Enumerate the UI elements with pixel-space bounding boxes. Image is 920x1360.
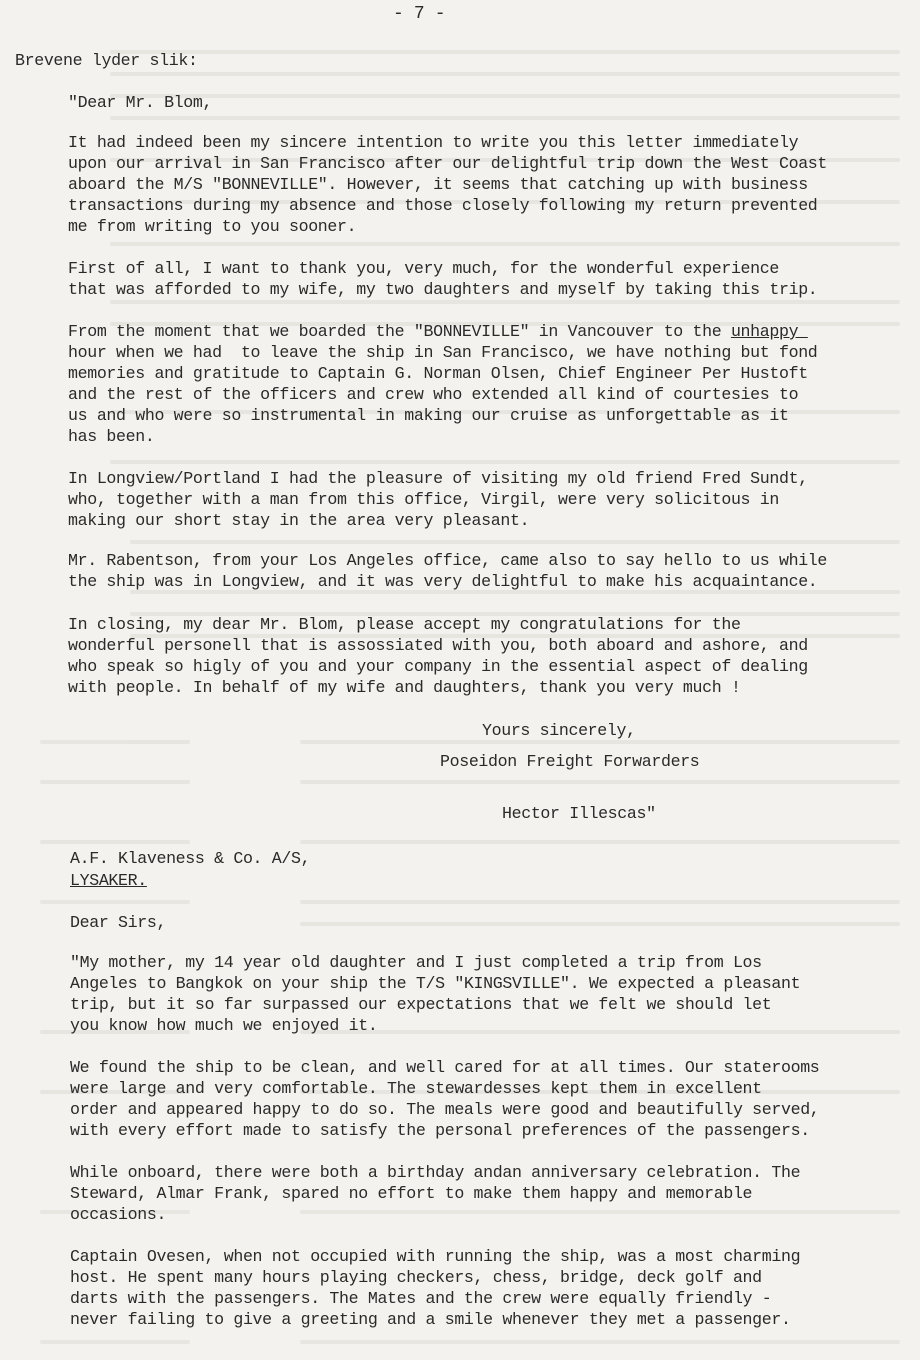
intro-line: Brevene lyder slik: [15, 51, 198, 70]
letter1-p3-line: hour when we had to leave the ship in San Francisco, we have nothing but fond [68, 343, 818, 362]
letter1-p1-line: me from writing to you sooner. [68, 217, 357, 236]
letter2-p1-line: trip, but it so far surpassed our expectations that we felt we should let [70, 995, 772, 1014]
letter2-p1-line: Angeles to Bangkok on your ship the T/S "KINGSVILLE". We expected a pleasant [70, 974, 801, 993]
letter2-p3-line: Steward, Almar Frank, spared no effort to make them happy and memorable [70, 1184, 753, 1203]
letter1-p4-line: In Longview/Portland I had the pleasure of visiting my old friend Fred Sundt, [68, 469, 808, 488]
letter2-p3-line: occasions. [70, 1205, 167, 1224]
letter1-p6-line: wonderful personell that is assossiated with you, both aboard and ashore, and [68, 636, 808, 655]
letter1-signature: Hector Illescas" [502, 804, 656, 823]
letter1-salutation: "Dear Mr. Blom, [68, 93, 213, 112]
letter1-p3-prefix: From the moment that we boarded the "BONNEVILLE" in Vancouver to the [68, 322, 731, 341]
letter2-p3-line: While onboard, there were both a birthday andan anniversary celebration. The [70, 1163, 801, 1182]
letter2-p4-line: darts with the passengers. The Mates and the crew were equally friendly - [70, 1289, 772, 1308]
letter1-p1-line: upon our arrival in San Francisco after our delightful trip down the West Coast [68, 154, 828, 173]
letter1-p4-line: making our short stay in the area very pleasant. [68, 511, 530, 530]
letter1-p3-underlined: unhappy [730, 322, 808, 341]
letter1-p1-line: aboard the M/S "BONNEVILLE". However, it seems that catching up with business [68, 175, 808, 194]
letter2-p2-line: order and appeared happy to do so. The meals were good and beautifully served, [70, 1100, 820, 1119]
letter1-closing: Yours sincerely, [482, 721, 636, 740]
letter1-p1-line: It had indeed been my sincere intention to write you this letter immediately [68, 133, 799, 152]
letter1-p6-line: with people. In behalf of my wife and daughters, thank you very much ! [68, 678, 741, 697]
letter1-p3-line [68, 321, 808, 342]
letter2-p1-line: you know how much we enjoyed it. [70, 1016, 378, 1035]
letter2-p1-line: "My mother, my 14 year old daughter and I just completed a trip from Los [70, 953, 762, 972]
letter1-p3-line: has been. [68, 427, 155, 446]
letter1-p4-line: who, together with a man from this office, Virgil, were very solicitous in [68, 490, 779, 509]
letter1-p2-line: First of all, I want to thank you, very much, for the wonderful experience [68, 259, 779, 278]
letter2-p2-line: We found the ship to be clean, and well cared for at all times. Our staterooms [70, 1058, 820, 1077]
letter1-p5-line: the ship was in Longview, and it was very delightful to make his acquaintance. [68, 572, 818, 591]
letter1-p6-line: who speak so higly of you and your company in the essential aspect of dealing [68, 657, 808, 676]
letter2-p4-line: Captain Ovesen, when not occupied with running the ship, was a most charming [70, 1247, 801, 1266]
letter2-p4-line: host. He spent many hours playing checkers, chess, bridge, deck golf and [70, 1268, 762, 1287]
letter2-p2-line: with every effort made to satisfy the personal preferences of the passengers. [70, 1121, 810, 1140]
letter1-p1-line: transactions during my absence and those closely following my return prevented [68, 196, 818, 215]
page-number: - 7 - [393, 4, 446, 24]
letter2-addressee: A.F. Klaveness & Co. A/S, [70, 849, 311, 868]
letter2-salutation: Dear Sirs, [70, 913, 167, 932]
letter1-p2-line: that was afforded to my wife, my two daughters and myself by taking this trip. [68, 280, 818, 299]
letter1-company: Poseidon Freight Forwarders [440, 752, 700, 771]
letter1-p3-line: us and who were so instrumental in making our cruise as unforgettable as it [68, 406, 789, 425]
letter1-p3-line: memories and gratitude to Captain G. Norman Olsen, Chief Engineer Per Hustoft [68, 364, 808, 383]
letter2-city: LYSAKER. [70, 871, 147, 890]
letter2-p2-line: were large and very comfortable. The stewardesses kept them in excellent [70, 1079, 762, 1098]
letter1-p3-line: and the rest of the officers and crew who extended all kind of courtesies to [68, 385, 799, 404]
letter1-p5-line: Mr. Rabentson, from your Los Angeles office, came also to say hello to us while [68, 551, 828, 570]
letter1-p6-line: In closing, my dear Mr. Blom, please accept my congratulations for the [68, 615, 741, 634]
letter2-p4-line: never failing to give a greeting and a smile whenever they met a passenger. [70, 1310, 791, 1329]
